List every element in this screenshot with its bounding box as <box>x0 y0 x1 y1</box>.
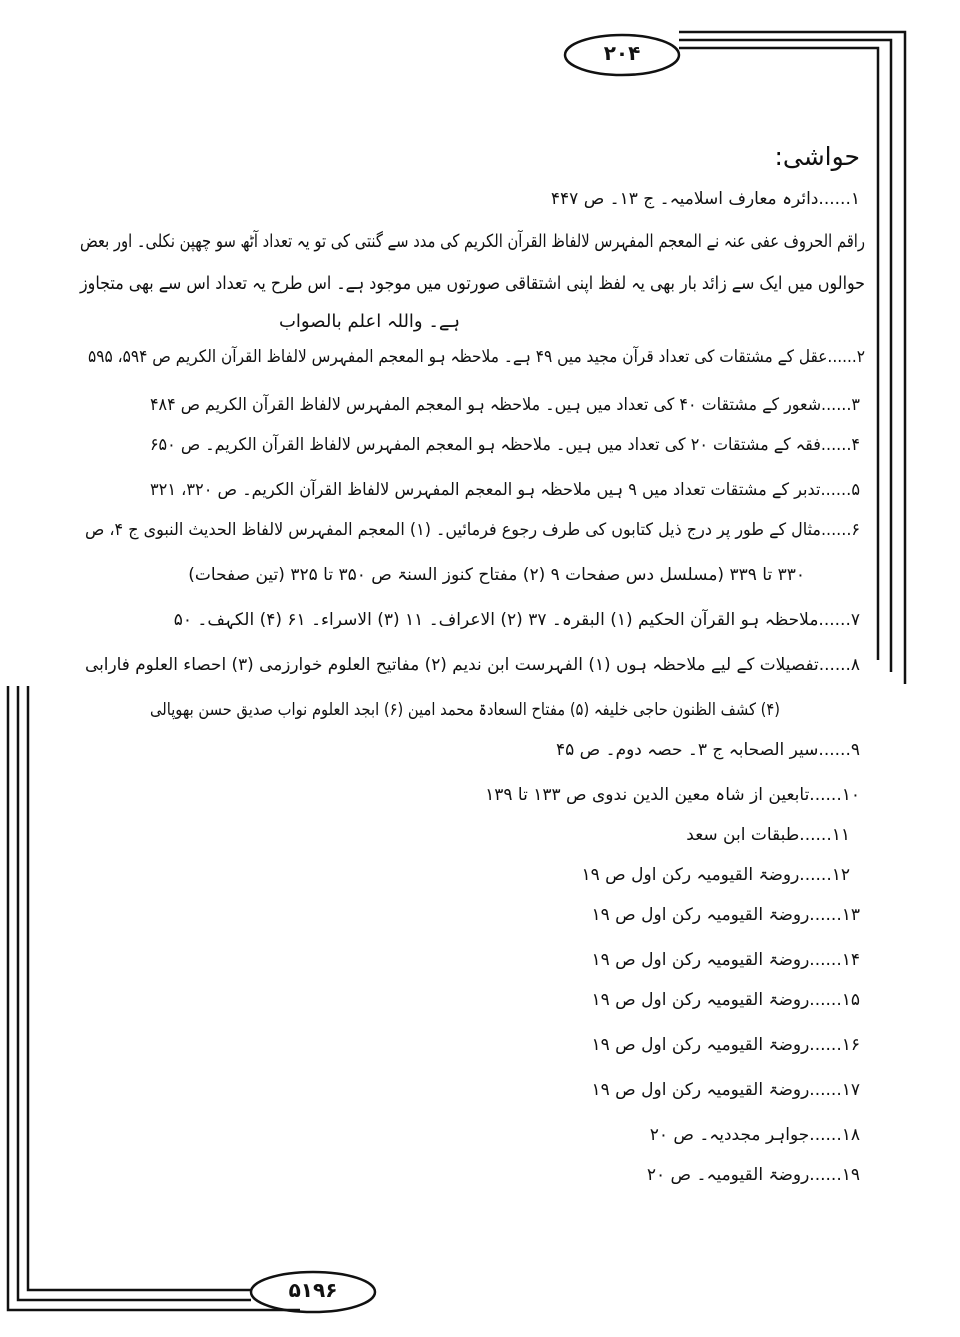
footnote-8-line-2: (۴) کشف الظنون حاجی خلیفہ (۵) مفتاح السعادۃ محمد امین (۶) ابجد العلوم نواب صدیق حسن بھوپالی <box>150 700 780 720</box>
footnote-11: ۱۱......طبقات ابن سعد <box>686 825 850 845</box>
footnote-8-line-1: ۸......تفصیلات کے لیے ملاحظہ ہوں (۱) الفہرست ابن ندیم (۲) مفاتیح العلوم خوارزمی (۳) احصاء العلوم فارابی <box>85 655 860 675</box>
footnote-6-line-2: ۳۳۰ تا ۳۳۹ (مسلسل دس صفحات ۹ (۲) مفتاح کنوز السنۃ ص ۳۵۰ تا ۳۲۵ (تین صفحات) <box>188 565 805 585</box>
footnote-17: ۱۷......روضۃ القیومیہ رکن اول ص ۱۹ <box>591 1080 860 1100</box>
footnote-4: ۴......فقہ کے مشتقات ۲۰ کی تعداد میں ہیں۔ ملاحظہ ہو المعجم المفہرس لالفاظ القرآن الکریم۔ ص ۶۵۰ <box>149 435 860 455</box>
footnote-18: ۱۸......جواہر مجددیہ۔ ص ۲۰ <box>649 1125 860 1145</box>
footnote-6-line-1: ۶......مثال کے طور پر درج ذیل کتابوں کی طرف رجوع فرمائیں۔ (۱) المعجم المفہرس لالفاظ الحدیث النبوی ج ۴، ص <box>84 520 860 540</box>
footnote-1-remark-line-1: راقم الحروف عفی عنہ نے المعجم المفہرس لالفاظ القرآن الکریم کی مدد سے گنتی کی تو یہ تعداد آٹھ سو چھپن نکلی۔ اور بعض <box>79 231 866 252</box>
footnote-2: ۲......عقل کے مشتقات کی تعداد قرآن مجید میں ۴۹ ہے۔ ملاحظہ ہو المعجم المفہرس لالفاظ القرآن الکریم ص ۵۹۴، ۵۹۵ <box>88 347 865 367</box>
footnote-16: ۱۶......روضۃ القیومیہ رکن اول ص ۱۹ <box>591 1035 860 1055</box>
footnote-19: ۱۹......روضۃ القیومیہ۔ ص ۲۰ <box>646 1165 860 1185</box>
footnote-10: ۱۰......تابعین از شاہ معین الدین ندوی ص ۱۳۳ تا ۱۳۹ <box>485 785 860 805</box>
footnote-7: ۷......ملاحظہ ہو القرآن الحکیم (۱) البقرہ۔ ۳۷ (۲) الاعراف۔ ۱۱ (۳) الاسراء۔ ۶۱ (۴) الکہف۔ ۵۰ <box>173 610 860 630</box>
footnote-1: ۱......دائرہ معارف اسلامیہ۔ ج ۱۳۔ ص ۴۴۷ <box>550 189 860 209</box>
footnote-13: ۱۳......روضۃ القیومیہ رکن اول ص ۱۹ <box>591 905 860 925</box>
footnotes-heading: حواشی: <box>774 142 860 171</box>
footnote-3: ۳......شعور کے مشتقات ۴۰ کی تعداد میں ہیں۔ ملاحظہ ہو المعجم المفہرس لالفاظ القرآن الکریم ص ۴۸۴ <box>149 395 860 415</box>
footnote-12: ۱۲......روضۃ القیومیہ رکن اول ص ۱۹ <box>581 865 850 885</box>
footnote-1-remark-line-2: حوالوں میں ایک سے زائد بار بھی یہ لفظ اپنی اشتقاقی صورتوں میں موجود ہے۔ اس طرح یہ تعداد اس سے بھی متجاوز <box>80 273 865 294</box>
footnote-9: ۹......سیر الصحابہ ج ۳۔ حصہ دوم۔ ص ۴۵ <box>555 740 860 760</box>
page-number-bottom: ۵۱۹۶ <box>288 1278 338 1302</box>
footnote-5: ۵......تدبر کے مشتقات تعداد میں ۹ ہیں ملاحظہ ہو المعجم المفہرس لالفاظ القرآن الکریم۔ ص ۳۲۰، ۳۲۱ <box>150 480 860 500</box>
footnote-14: ۱۴......روضۃ القیومیہ رکن اول ص ۱۹ <box>591 950 860 970</box>
page-number-top: ۲۰۴ <box>603 41 641 65</box>
footnote-1-remark-line-3: ہے۔ واللہ اعلم بالصواب <box>278 311 460 332</box>
left-border-lines <box>8 686 300 1310</box>
footnote-15: ۱۵......روضۃ القیومیہ رکن اول ص ۱۹ <box>591 990 860 1010</box>
